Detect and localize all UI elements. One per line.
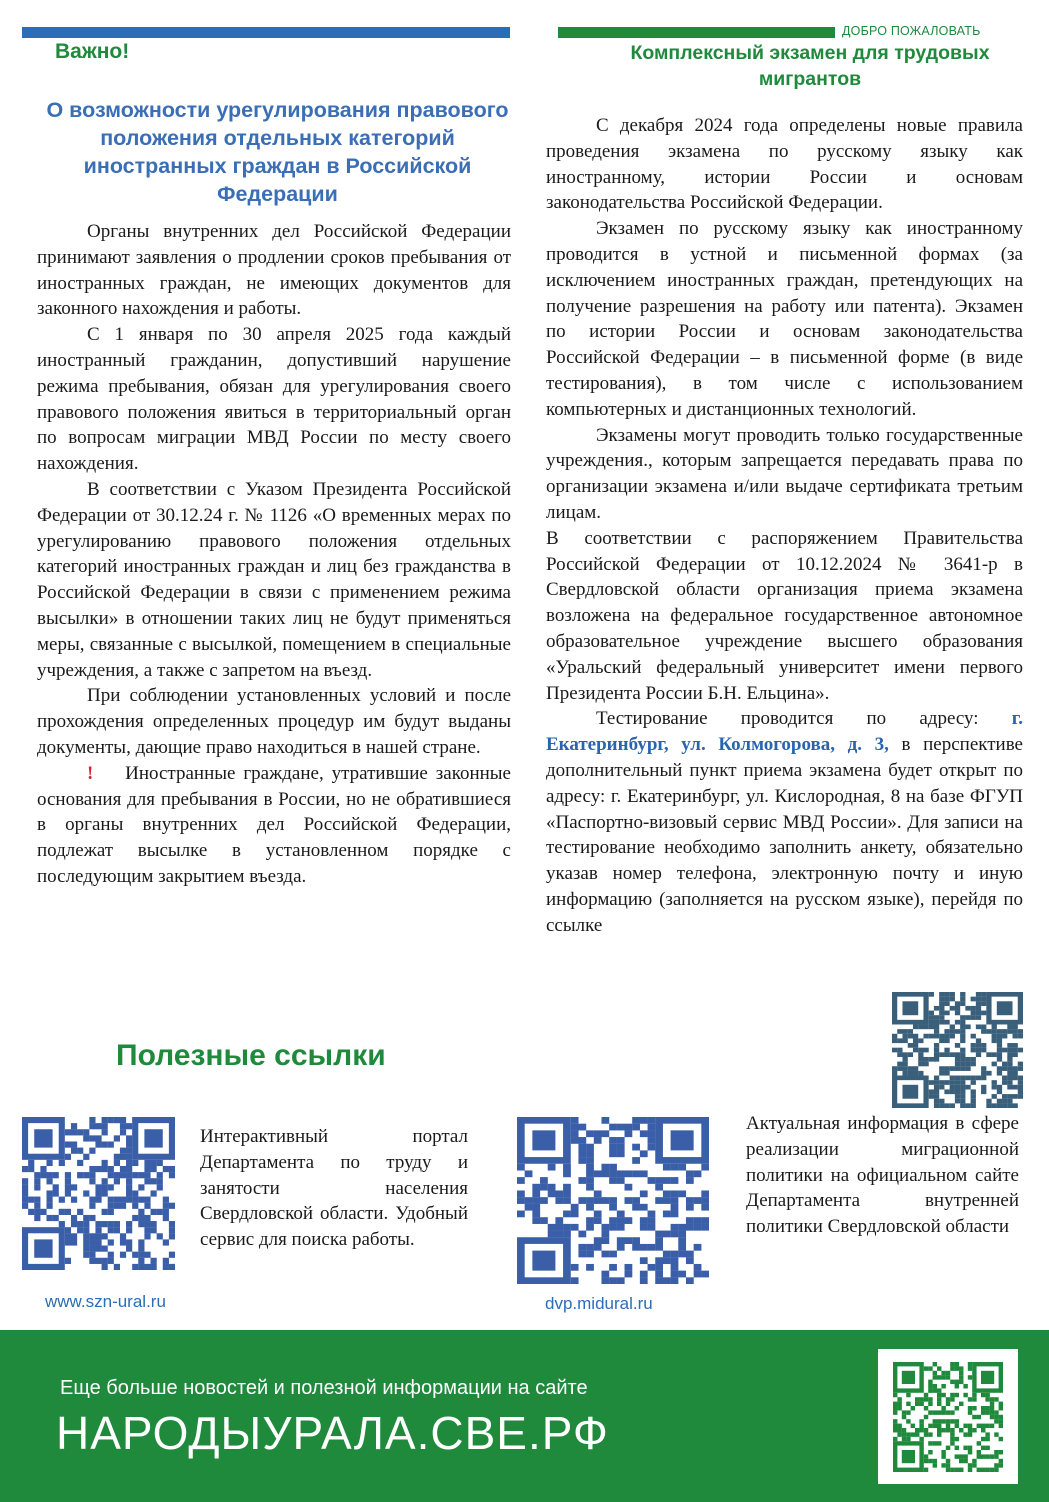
footer-text: Еще больше новостей и полезной информации на сайте	[60, 1377, 588, 1399]
right-paragraph-2: Экзамен по русскому языку как иностранному проводится в устной и письменной формах (за исключением иностранных граждан, претендующих на получение разрешения на работу или патента). Экзамен по истории России и основам законодательства Российской Федерации – в письменной форме (в виде тестирования), в том числе с использованием компьютерных и дистанционных технологий.	[546, 218, 1023, 420]
testing-address: г. Екатеринбург, ул. Колмогорова, д. 3,	[546, 708, 1023, 756]
footer-site-link[interactable]: НАРОДЫУРАЛА.СВЕ.РФ	[56, 1407, 609, 1459]
right-paragraph-3: Экзамены могут проводить только государственные учреждения., которым запрещается передавать права по организации экзамена и/или выдаче сертификата третьим лицам.	[546, 424, 1023, 523]
testing-address-details: в перспективе дополнительный пункт приема экзамена будет открыт по адресу: г. Екатеринбург, ул. Кислородная, 8 на базе ФГУП «Паспортно-визовый сервис МВД России». Для записи на тестирование необходимо заполнить анкету, обязательно указав номер телефона, электронную почту и иную информацию (заполняется на русском языке), перейдя по ссылке	[546, 734, 1023, 936]
right-paragraph-4: В соответствии с распоряжением Правительства Российской Федерации от 10.12.2024 № 3641-р в Свердловской области организация приема экзамена возложена на федеральное государственное автономное образовательное учреждение высшего образования «Уральский федеральный университет имени первого Президента России Б.Н. Ельцина».	[546, 527, 1023, 704]
left-paragraph-5-text: Иностранные граждане, утратившие законные основания для пребывания в России, но не обратившиеся в органы внутренних дел Российской Федерации, подлежат высылке в установленном порядке с последующим закрытием въезда.	[37, 762, 511, 887]
left-article	[37, 219, 511, 890]
dvp-portal-qr-icon[interactable]	[517, 1117, 709, 1284]
welcome-label: ДОБРО ПОЖАЛОВАТЬ	[842, 24, 981, 38]
site-qr-icon[interactable]	[893, 1362, 1003, 1472]
szn-portal-link[interactable]: www.szn-ural.ru	[45, 1292, 166, 1311]
dvp-portal-description: Актуальная информация в сфере реализации миграционной политики на официальном сайте Департамента внутренней политики Свердловской области	[746, 1113, 1019, 1238]
szn-portal-qr-icon[interactable]	[22, 1117, 175, 1270]
left-header-bar	[22, 27, 510, 38]
right-header-bar	[558, 27, 835, 38]
left-paragraph-2: С 1 января по 30 апреля 2025 года каждый иностранный гражданин, допустивший нарушение режима пребывания, обязан для урегулирования своего правового положения явиться в территориальный орган по вопросам миграции МВД России по месту своего нахождения.	[37, 324, 511, 475]
legal-status-title: О возможности урегулирования правового положения отдельных категорий иностранных граждан в Российской Федерации	[46, 98, 509, 206]
left-paragraph-4: При соблюдении установленных условий и после прохождения определенных процедур им будут выданы документы, дающие право находиться в нашей стране.	[37, 685, 511, 758]
left-paragraph-5	[37, 761, 511, 890]
right-paragraph-5	[546, 706, 1023, 938]
dvp-portal-link[interactable]: dvp.midural.ru	[545, 1294, 653, 1313]
testing-address-intro: Тестирование проводится по адресу:	[596, 708, 979, 730]
szn-portal-description: Интерактивный портал Департамента по труду и занятости населения Свердловской области. Удобный сервис для поиска работы.	[200, 1126, 468, 1251]
left-paragraph-3: В соответствии с Указом Президента Российской Федерации от 30.12.24 г. № 1126 «О временных мерах по урегулированию правового положения отдельных категорий иностранных граждан и лиц без гражданства в Российской Федерации в связи с применением режима высылки» в отношении таких лиц не будут применяться меры, связанные с высылкой, помещением в специальные учреждения, а также с запретом на въезд.	[37, 478, 511, 681]
right-article	[546, 113, 1023, 939]
left-paragraph-1: Органы внутренних дел Российской Федерации принимают заявления о продлении сроков пребывания от иностранных граждан, не имеющих документов для законного нахождения и работы.	[37, 221, 511, 320]
right-paragraph-1: С декабря 2024 года определены новые правила проведения экзамена по русскому языку как иностранному, истории России и основам законодательства Российской Федерации.	[546, 115, 1023, 214]
exclamation-mark: !	[87, 762, 94, 784]
exam-registration-qr-icon[interactable]	[892, 992, 1023, 1108]
exam-title: Комплексный экзамен для трудовых мигрантов	[630, 42, 990, 90]
useful-links-title: Полезные ссылки	[116, 1039, 386, 1072]
important-heading: Важно!	[55, 40, 130, 63]
